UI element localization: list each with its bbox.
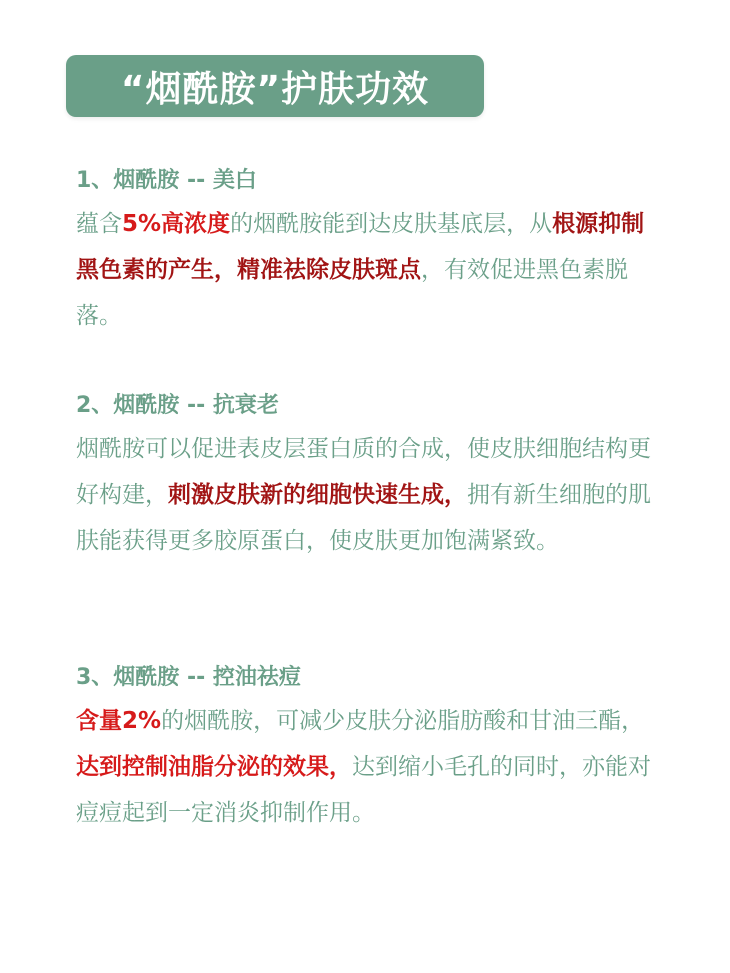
paragraph-text: 拥有新生细胞的肌肤能获得更多胶原蛋白，使皮肤更加饱满紧致。 [76, 482, 651, 554]
highlight-text: 根源抑制黑色素的产生，精准祛除皮肤斑点 [76, 211, 645, 283]
section-heading: 1、烟酰胺 -- 美白 [76, 168, 257, 193]
section-paragraph [76, 426, 656, 564]
highlight-text: 含量2% [76, 708, 162, 734]
title-banner [66, 55, 484, 117]
highlight-text: 5%高浓度 [122, 211, 231, 237]
section-paragraph [76, 201, 656, 339]
paragraph-text: 达到缩小毛孔的同时，亦能对痘痘起到一定消炎抑制作用。 [76, 754, 651, 826]
paragraph-text: 的烟酰胺能到达皮肤基底层，从 [230, 211, 553, 237]
section-anti-aging [76, 391, 656, 564]
highlight-text: 达到控制油脂分泌的效果， [76, 754, 352, 780]
section-heading: 3、烟酰胺 -- 控油祛痘 [76, 665, 301, 690]
section-oil-control [76, 663, 656, 836]
page-title: “烟酰胺”护肤功效 [120, 68, 430, 110]
paragraph-text: 烟酰胺可以促进表皮层蛋白质的合成，使皮肤细胞结构更好构建， [76, 436, 651, 508]
section-paragraph [76, 698, 656, 836]
paragraph-text: ，有效促进黑色素脱落。 [76, 257, 628, 329]
highlight-text: 刺激皮肤新的细胞快速生成， [168, 482, 467, 508]
section-heading: 2、烟酰胺 -- 抗衰老 [76, 393, 279, 418]
paragraph-text: 蕴含 [76, 211, 122, 237]
section-whitening [76, 166, 656, 339]
paragraph-text: 的烟酰胺，可减少皮肤分泌脂肪酸和甘油三酯， [161, 708, 645, 734]
